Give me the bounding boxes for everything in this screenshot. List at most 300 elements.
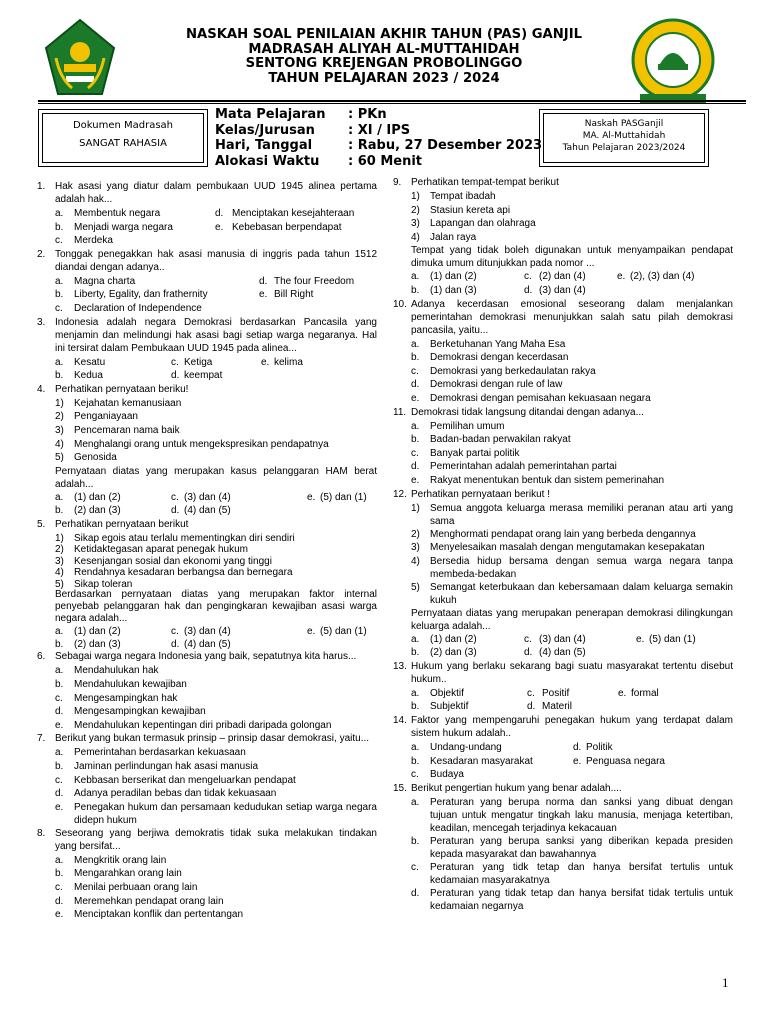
option-letter: a. (55, 854, 64, 866)
option-row (393, 474, 733, 488)
option-text: (2), (3) dan (4) (630, 271, 695, 283)
option-text: Peraturan yang berupa norma dan sanksi yang dibuat dengan tujuan untuk mengatur tingkah laku manusia, menjaga ketertiban, keadilan, mencegah terjadinya kekacauan (430, 796, 733, 834)
option-text: (1) dan (2) (74, 626, 121, 638)
question-prompt: Pernyataan diatas yang merupakan penerapan demokrasi dilingkungan keluarga adalah... (411, 607, 733, 632)
info-key: Alokasi Waktu (215, 153, 320, 169)
info-key: Hari, Tanggal (215, 138, 313, 153)
option-text: (1) dan (2) (74, 491, 121, 503)
option-letter: a. (55, 747, 64, 759)
option-row (393, 392, 733, 406)
option-text: (1) dan (3) (430, 284, 477, 296)
option-letter: c. (411, 365, 419, 377)
question-text: Berikut yang bukan termasuk prinsip – prinsip dasar demokrasi, yaitu... (55, 733, 370, 745)
option-row (37, 801, 377, 827)
statement-number: 3) (411, 218, 420, 230)
option-text: Merdeka (74, 235, 113, 247)
option-row (37, 625, 377, 638)
option-text: Menjadi warga negara (74, 221, 173, 233)
option-text: (1) dan (2) (430, 633, 477, 645)
option-text: Demokrasi dengan pemisahan kekuasaan negara (430, 392, 651, 404)
option-row (37, 504, 377, 518)
question (37, 316, 377, 355)
option-letter: e. (618, 687, 627, 699)
question-number: 1. (37, 181, 46, 192)
question-prompt: Berdasarkan pernyataan diatas yang merupakan faktor internal penyebab pelanggaran hak dan pengingkaran kewajiban asasi warga negara adalah... (55, 589, 377, 625)
option-text: (3) dan (4) (184, 626, 231, 638)
question (393, 714, 733, 740)
question-number: 2. (37, 248, 46, 260)
statement-row (393, 541, 733, 555)
option-letter: a. (55, 275, 64, 287)
option-letter: e. (411, 392, 420, 404)
question-number: 12. (393, 488, 407, 500)
option-letter: b. (411, 352, 420, 364)
option-letter: e. (55, 909, 64, 921)
option-letter: a. (411, 796, 420, 808)
option-letter: a. (55, 491, 64, 503)
option-letter: b. (55, 760, 64, 772)
option-row (37, 895, 377, 909)
option-row (37, 908, 377, 922)
option-row (37, 867, 377, 881)
statement-text: Sikap toleran (74, 578, 133, 590)
option-letter: c. (55, 881, 63, 893)
statement-row (37, 566, 377, 578)
option-row (37, 221, 377, 235)
question-number: 7. (37, 733, 46, 745)
left-column (37, 180, 377, 922)
option-text: (2) dan (4) (539, 271, 586, 283)
statement-text: Tempat ibadah (430, 191, 496, 202)
option-row (393, 433, 733, 447)
option-text: Mendahulukan kepentingan diri pribadi daripada golongan (74, 719, 332, 731)
option-text: Penguasa negara (586, 755, 665, 767)
option-row (393, 768, 733, 782)
kemenag-logo (44, 18, 116, 96)
option-letter: a. (55, 665, 64, 677)
document-header (0, 0, 768, 105)
option-letter: e. (307, 626, 316, 638)
option-letter: d. (55, 788, 64, 800)
question (393, 176, 733, 189)
statement-text: Penganiayaan (74, 411, 138, 423)
statement-number: 3) (411, 542, 420, 554)
question-number: 6. (37, 651, 46, 663)
document-id-box (539, 109, 709, 167)
statement-row (37, 532, 377, 544)
statement-text: Genosida (74, 452, 117, 464)
option-letter: d. (524, 284, 533, 296)
id-box-line: MA. Al-Muttahidah (582, 131, 666, 141)
question-text: Faktor yang mempengaruhi penegakan hukum yang terdapat dalam sistem hukum adalah.. (411, 715, 733, 740)
option-letter: d. (171, 638, 180, 650)
question (393, 782, 733, 795)
option-text: (4) dan (5) (184, 638, 231, 650)
option-letter: c. (55, 235, 63, 247)
option-letter: e. (573, 755, 582, 767)
option-row (393, 646, 733, 660)
option-text: kelima (274, 356, 303, 368)
question-text: Adanya kecerdasan emosional seseorang dalam menjalankan pemerintahan demokrasi menunjukkan salah satu pilah demokrasi pancasila, yaitu... (411, 298, 733, 336)
option-row (37, 234, 377, 248)
statement-row (37, 451, 377, 465)
option-letter: b. (411, 434, 420, 446)
statement-row (37, 555, 377, 567)
question (393, 660, 733, 686)
option-text: Meremehkan pendapat orang lain (74, 895, 224, 907)
question-text: Hak asasi yang diatur dalam pembukaan UUD 1945 alinea pertama adalah hak... (55, 181, 377, 205)
option-letter: d. (55, 706, 64, 718)
header-title-line: TAHUN PELAJARAN 2023 / 2024 (268, 70, 500, 86)
question-text: Perhatikan pernyataan berikut (55, 518, 189, 530)
option-letter: c. (524, 271, 532, 283)
header-title-line: SENTONG KREJENGAN PROBOLINGGO (245, 56, 523, 72)
header-title (150, 28, 618, 86)
option-text: The four Freedom (274, 275, 355, 287)
option-text: (4) dan (5) (184, 505, 231, 517)
option-letter: c. (171, 491, 179, 503)
option-letter: c. (55, 302, 63, 314)
statement-row (393, 217, 733, 231)
option-text: Budaya (430, 769, 464, 781)
option-text: Banyak partai politik (430, 447, 520, 459)
option-letter: e. (55, 719, 64, 731)
option-letter: d. (259, 275, 268, 287)
question (37, 827, 377, 853)
info-value: : Rabu, 27 Desember 2023 (348, 138, 543, 153)
question-prompt: Tempat yang tidak boleh digunakan untuk menyampaikan pendapat dimuka umum ditunjukkan pada nomor ... (411, 245, 733, 270)
question-text: Seseorang yang berjiwa demokratis tidak suka melakukan tindakan yang bersifat... (55, 827, 377, 852)
option-text: Undang-undang (430, 742, 502, 754)
option-text: (3) dan (4) (184, 491, 231, 503)
question-text: Berikut pengertian hukum yang benar adalah.... (411, 782, 622, 794)
option-letter: b. (411, 835, 420, 847)
option-text: Demokrasi yang berkedaulatan rakya (430, 365, 596, 377)
question (37, 732, 377, 745)
option-row (37, 705, 377, 719)
option-row (393, 351, 733, 365)
option-text: Mengkritik orang lain (74, 854, 167, 866)
option-letter: b. (55, 868, 64, 880)
option-text: Membentuk negara (74, 208, 161, 219)
question-text: Perhatikan tempat-tempat berikut (411, 177, 559, 188)
statement-number: 5) (55, 452, 64, 464)
option-text: Berketuhanan Yang Maha Esa (430, 338, 566, 350)
question-number: 13. (393, 660, 407, 672)
option-text: Politik (586, 742, 613, 754)
statement-row (393, 231, 733, 245)
statement-number: 2) (411, 528, 420, 540)
option-letter: b. (55, 505, 64, 517)
madrasah-logo (626, 18, 720, 106)
option-letter: e. (307, 491, 316, 503)
option-text: Mendahulukan hak (74, 665, 159, 677)
option-text: Kebebasan berpendapat (232, 221, 342, 233)
option-letter: c. (411, 447, 419, 459)
statement-number: 2) (55, 411, 64, 423)
option-row (37, 369, 377, 383)
option-text: Positif (542, 687, 570, 699)
option-text: Menciptakan konflik dan pertentangan (74, 909, 244, 921)
option-text: Peraturan yang tidak tetap dan hanya bersifat tidak tertulis untuk kedamaian negarnya (430, 887, 733, 912)
option-row (393, 835, 733, 861)
option-text: Demokrasi dengan rule of law (430, 379, 563, 391)
option-letter: a. (411, 633, 420, 645)
option-letter: e. (55, 801, 64, 813)
option-row (393, 687, 733, 701)
option-text: Subjektif (430, 701, 469, 713)
option-row (37, 760, 377, 774)
option-text: Penegakan hukum dan persamaan kedudukan setiap warga negara didepn hukum (74, 801, 377, 826)
option-letter: e. (261, 356, 270, 368)
option-text: (2) dan (3) (74, 638, 121, 650)
question (393, 298, 733, 337)
option-row (393, 861, 733, 887)
option-row (393, 460, 733, 474)
option-letter: c. (411, 861, 419, 873)
statement-number: 4) (55, 567, 64, 579)
option-letter: c. (55, 774, 63, 786)
option-row (37, 787, 377, 801)
option-row (393, 700, 733, 714)
statement-number: 2) (55, 544, 64, 556)
option-letter: e. (617, 271, 626, 283)
statement-row (393, 502, 733, 528)
option-text: Kesadaran masyarakat (430, 755, 533, 767)
option-text: Menilai perbuaan orang lain (74, 881, 198, 893)
option-row (37, 881, 377, 895)
option-letter: c. (527, 687, 535, 699)
option-row (37, 854, 377, 868)
question-number: 8. (37, 827, 46, 839)
option-letter: a. (55, 356, 64, 368)
question-text: Sebagai warga negara Indonesia yang baik, sepatutnya kita harus... (55, 651, 357, 663)
question-number: 11. (393, 406, 407, 418)
option-text: Mengarahkan orang lain (74, 868, 182, 880)
option-text: Rakyat menentukan bentuk dan sistem pemerinahan (430, 474, 665, 486)
option-text: Objektif (430, 687, 464, 699)
option-letter: c. (171, 626, 179, 638)
statement-row (37, 438, 377, 452)
question (393, 488, 733, 501)
option-row (393, 284, 733, 298)
statement-number: 3) (55, 555, 64, 567)
option-letter: b. (411, 647, 420, 659)
question (37, 248, 377, 274)
option-letter: b. (411, 755, 420, 767)
statement-text: Sikap egois atau terlalu mementingkan diri sendiri (74, 532, 295, 544)
option-row (37, 692, 377, 706)
question-prompt: Pernyataan diatas yang merupakan kasus pelanggaran HAM berat adalah... (55, 465, 377, 490)
header-title-line: NASKAH SOAL PENILAIAN AKHIR TAHUN (PAS) GANJIL (185, 27, 583, 42)
option-text: Pemilihan umum (430, 420, 505, 432)
statement-number: 5) (411, 581, 420, 593)
option-text: Kedua (74, 370, 103, 382)
option-row (393, 887, 733, 913)
option-letter: d. (411, 887, 420, 899)
question-number: 5. (37, 518, 46, 530)
question-text: Demokrasi tidak langsung ditandai dengan adanya... (411, 406, 644, 418)
option-row (393, 378, 733, 392)
statement-number: 1) (55, 532, 64, 544)
statement-number: 3) (55, 424, 64, 436)
option-letter: e. (215, 221, 224, 233)
option-letter: b. (55, 679, 64, 690)
question-text: Perhatikan pernyataan berikut ! (411, 488, 550, 500)
question (37, 383, 377, 396)
statement-row (393, 204, 733, 218)
option-row (37, 638, 377, 651)
statement-text: Kejahatan kemanusiaan (74, 397, 182, 409)
option-text: (5) dan (1) (320, 491, 367, 503)
statement-text: Bersedia hidup bersama dengan semua warga negara tanpa membeda-bedakan (430, 555, 733, 580)
option-row (393, 741, 733, 755)
option-letter: a. (411, 338, 420, 350)
statement-row (393, 555, 733, 581)
info-value: : PKn (348, 107, 387, 122)
page-number: 1 (722, 975, 729, 990)
option-text: (3) dan (4) (539, 284, 586, 296)
option-letter: d. (171, 505, 180, 517)
option-text: Declaration of Independence (74, 302, 202, 314)
statement-text: Pencemaran nama baik (74, 424, 180, 436)
question-text: Indonesia adalah negara Demokrasi berdasarkan Pancasila yang menjamin dan melindungi hak asasi bagi setiap warga negaranya. Hal ini tersirat dalam Pembukaan UUD 1945 pada alinea... (55, 316, 377, 354)
option-row (393, 755, 733, 769)
option-letter: d. (524, 647, 533, 659)
header-rule (38, 103, 746, 104)
option-row (37, 275, 377, 289)
statement-number: 2) (411, 204, 420, 216)
statement-row (393, 581, 733, 607)
option-letter: b. (55, 221, 64, 233)
statement-text: Menyelesaikan masalah dengan mengutamakan kesepakatan (430, 542, 705, 554)
option-text: Mendahulukan kewajiban (74, 679, 187, 690)
option-letter: d. (55, 895, 64, 907)
option-row (37, 678, 377, 692)
question-number: 10. (393, 298, 407, 310)
option-letter: c. (171, 356, 179, 368)
option-text: Pemerintahan adalah pemerintahan partai (430, 461, 617, 473)
option-letter: a. (411, 687, 420, 699)
option-text: Kesatu (74, 356, 106, 368)
option-row (393, 420, 733, 434)
statement-row (37, 543, 377, 555)
option-text: (2) dan (3) (74, 505, 121, 517)
statement-text: Semua anggota keluarga merasa memiliki peranan atau arti yang sama (430, 502, 733, 527)
statement-text: Kesenjangan sosial dan ekonomi yang tinggi (74, 555, 272, 567)
option-letter: e. (259, 289, 268, 301)
option-letter: d. (171, 370, 180, 382)
option-row (393, 338, 733, 352)
option-letter: d. (411, 461, 420, 473)
statement-row (37, 578, 377, 590)
option-text: keempat (184, 370, 223, 382)
option-text: (4) dan (5) (539, 647, 586, 659)
option-letter: a. (55, 208, 64, 219)
question (37, 180, 377, 206)
statement-row (37, 397, 377, 411)
option-text: formal (631, 687, 659, 699)
option-text: Menciptakan kesejahteraan (232, 208, 355, 219)
question-number: 4. (37, 383, 46, 395)
document-classification-box (38, 109, 208, 167)
doc-box-line: Dokumen Madrasah (72, 120, 174, 131)
option-text: Peraturan yang berupa sanksi yang diberikan kepada presiden kepada masyarakat dan bawahannya (430, 835, 733, 860)
option-row (37, 774, 377, 788)
option-text: (2) dan (3) (430, 647, 477, 659)
question-number: 15. (393, 782, 407, 794)
option-text: Ketiga (184, 356, 213, 368)
option-text: (3) dan (4) (539, 633, 586, 645)
option-row (37, 719, 377, 733)
info-value: : 60 Menit (348, 153, 423, 169)
option-row (393, 365, 733, 379)
option-letter: d. (527, 701, 536, 713)
option-letter: b. (411, 701, 420, 713)
question (37, 650, 377, 663)
option-letter: d. (215, 208, 224, 219)
option-row (393, 796, 733, 835)
info-value: : XI / IPS (348, 122, 411, 138)
header-rule (38, 100, 746, 102)
statement-row (393, 190, 733, 204)
statement-text: Lapangan dan olahraga (430, 218, 536, 230)
option-letter: e. (636, 633, 645, 645)
statement-number: 1) (55, 397, 64, 409)
info-key: Mata Pelajaran (215, 107, 326, 122)
question-text: Hukum yang berlaku sekarang bagi suatu masyarakat tertentu disebut hukum.. (411, 660, 733, 685)
statement-number: 4) (411, 231, 420, 243)
option-row (393, 447, 733, 461)
option-text: Mengesampingkan hak (74, 692, 178, 704)
option-letter: b. (55, 638, 64, 650)
option-letter: c. (411, 769, 419, 781)
question-number: 9. (393, 177, 402, 188)
option-text: Badan-badan perwakilan rakyat (430, 434, 571, 446)
option-text: (1) dan (2) (430, 271, 477, 283)
statement-text: Jalan raya (430, 231, 477, 243)
option-letter: b. (411, 284, 420, 296)
option-text: Mengesampingkan kewajiban (74, 706, 206, 718)
option-text: (5) dan (1) (649, 633, 696, 645)
statement-text: Menghalangi orang untuk mengekspresikan pendapatnya (74, 438, 329, 450)
statement-text: Semangat keterbukaan dan kebersamaan dalam keluarga semakin kukuh (430, 581, 733, 606)
option-letter: e. (411, 474, 420, 486)
statement-number: 4) (55, 438, 64, 450)
statement-text: Menghormati pendapat orang lain yang berbeda dengannya (430, 528, 696, 540)
question-text: Tonggak penegakkan hak asasi manusia di inggris pada tahun 1512 diandai dengan adanya.. (55, 248, 377, 273)
option-row (37, 302, 377, 316)
option-row (37, 356, 377, 370)
option-row (393, 270, 733, 284)
option-text: Jaminan perlindungan hak asasi manusia (74, 760, 259, 772)
option-row (37, 664, 377, 678)
question (393, 406, 733, 419)
option-letter: c. (524, 633, 532, 645)
option-row (37, 491, 377, 505)
option-letter: a. (55, 626, 64, 638)
statement-number: 5) (55, 578, 64, 590)
statement-number: 4) (411, 555, 420, 567)
option-row (393, 633, 733, 647)
option-row (37, 207, 377, 221)
statement-text: Rendahnya kesadaran berbangsa dan bernegara (74, 567, 293, 579)
option-letter: d. (411, 379, 420, 391)
option-text: Peraturan yang tidk tetap dan hanya bersifat tertulis untuk kedamaian masyarakatnya (430, 861, 733, 886)
option-row (37, 746, 377, 760)
id-box-line: Tahun Pelajaran 2023/2024 (562, 143, 686, 153)
statement-number: 1) (411, 502, 420, 514)
